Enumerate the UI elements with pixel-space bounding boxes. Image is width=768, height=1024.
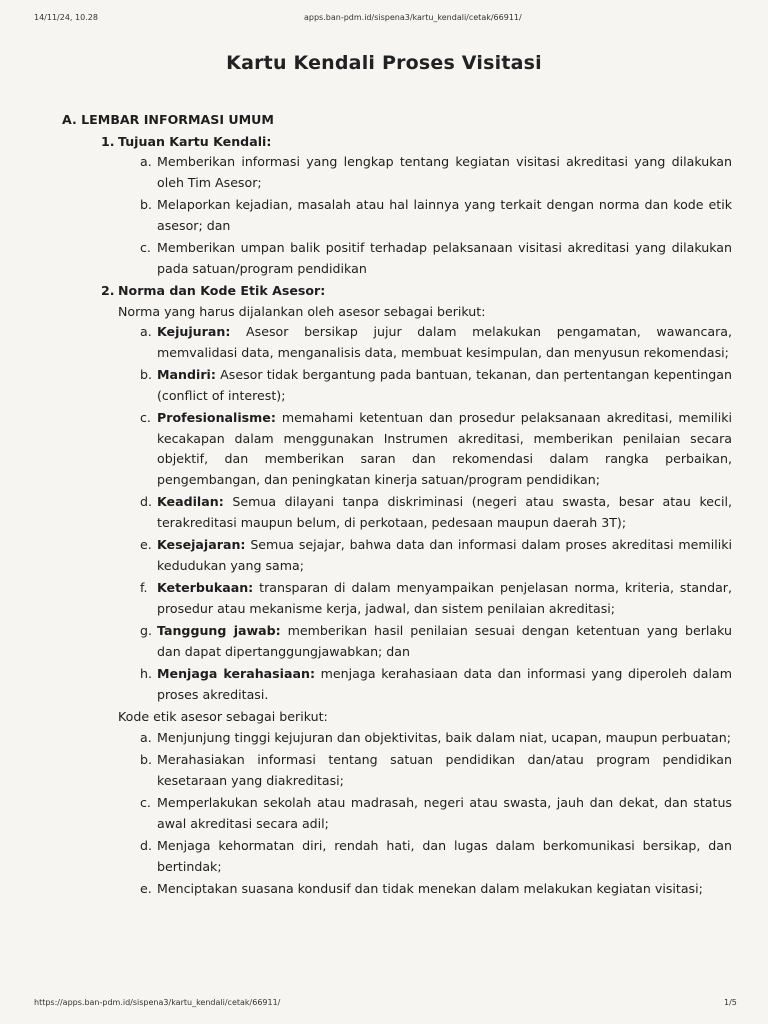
norma-item: [0, 408, 768, 490]
norma-intro: Norma yang harus dijalankan oleh asesor sebagai berikut:: [118, 303, 486, 319]
subsection-number: 1.: [101, 133, 115, 149]
item-text: Semua sejajar, bahwa data dan informasi dalam proses akreditasi memiliki kedudukan yang sama;: [157, 537, 732, 573]
norma-item: [0, 535, 768, 576]
item-text: Memberikan informasi yang lengkap tentang kegiatan visitasi akreditasi yang dilakukan oleh Tim Asesor;: [157, 154, 732, 190]
item-text: Menciptakan suasana kondusif dan tidak menekan dalam melakukan kegiatan visitasi;: [157, 881, 703, 896]
item-text: Asesor bersikap jujur dalam melakukan pengamatan, wawancara, memvalidasi data, menganalisis data, membuat kesimpulan, dan menyusun rekomendasi;: [157, 324, 732, 360]
norma-term: Keadilan:: [157, 494, 224, 509]
list-marker: h.: [140, 666, 152, 681]
kode-etik-list: [0, 728, 768, 900]
list-marker: g.: [140, 623, 152, 638]
kode-etik-item: [0, 793, 768, 834]
item-text: Melaporkan kejadian, masalah atau hal lainnya yang terkait dengan norma dan kode etik asesor; dan: [157, 197, 732, 233]
norma-item: [0, 365, 768, 406]
norma-term: Mandiri:: [157, 367, 216, 382]
kode-etik-item: [0, 836, 768, 877]
list-marker: a.: [140, 729, 152, 745]
section-a-title: LEMBAR INFORMASI UMUM: [81, 112, 274, 127]
norma-item: [0, 492, 768, 533]
item-text: Menjunjung tinggi kejujuran dan objektivitas, baik dalam niat, ucapan, maupun perbuatan;: [157, 729, 731, 745]
list-marker: b.: [140, 197, 152, 212]
norma-item: [0, 664, 768, 705]
norma-term: Keterbukaan:: [157, 580, 254, 595]
item-text: Semua dilayani tanpa diskriminasi (negeri atau swasta, besar atau kecil, terakreditasi maupun belum, di perkotaan, pedesaan maupun daerah 3T);: [157, 494, 732, 530]
norma-item: [0, 578, 768, 619]
tujuan-item: [0, 152, 768, 193]
subsection-heading: [0, 132, 768, 153]
tujuan-list: [0, 152, 768, 279]
subsection-heading: [0, 281, 768, 302]
kode-etik-item: [0, 879, 768, 900]
kode-etik-item: [0, 728, 768, 749]
section-a-heading: [62, 110, 768, 131]
kode-etik-intro: Kode etik asesor sebagai berikut:: [118, 709, 328, 724]
subsection-title: Norma dan Kode Etik Asesor:: [118, 283, 326, 298]
list-marker: a.: [140, 154, 152, 169]
norma-term: Kejujuran:: [157, 324, 231, 339]
print-footer-url: https://apps.ban-pdm.id/sispena3/kartu_kendali/cetak/66911/: [34, 998, 281, 1007]
item-text: Merahasiakan informasi tentang satuan pendidikan dan/atau program pendidikan kesetaraan yang diakreditasi;: [157, 752, 732, 788]
tujuan-item: [0, 238, 768, 279]
section-a-label: A.: [62, 112, 77, 127]
norma-list: [0, 322, 768, 705]
norma-item: [0, 322, 768, 363]
item-text: menjaga kerahasiaan data dan informasi yang diperoleh dalam proses akreditasi.: [157, 666, 732, 702]
norma-term: Profesionalisme:: [157, 410, 276, 425]
kode-etik-item: [0, 750, 768, 791]
list-marker: c.: [140, 410, 151, 425]
norma-item: [0, 621, 768, 662]
norma-term: Tanggung jawab:: [157, 623, 281, 638]
page-number: 1/5: [724, 998, 737, 1007]
norma-term: Kesejajaran:: [157, 537, 246, 552]
document-body: [0, 110, 768, 902]
print-datetime: 14/11/24, 10.28: [34, 13, 98, 22]
item-text: Asesor tidak bergantung pada bantuan, tekanan, dan pertentangan kepentingan (conflict of interest);: [157, 367, 732, 403]
list-marker: d.: [140, 838, 152, 853]
subsection-title: Tujuan Kartu Kendali:: [118, 133, 272, 149]
item-text: memahami ketentuan dan prosedur pelaksanaan akreditasi, memiliki kecakapan dalam menggunakan Instrumen akreditasi, memberikan penilaian secara objektif, dan memberikan saran dan rekomendasi dalam rangka perbaikan, pengembangan, dan peningkatan kinerja satuan/program pendidikan;: [157, 410, 732, 487]
list-marker: b.: [140, 367, 152, 382]
subsection-number: 2.: [101, 283, 115, 298]
page-title: Kartu Kendali Proses Visitasi: [226, 52, 542, 74]
norma-term: Menjaga kerahasiaan:: [157, 666, 315, 681]
subsection-norma-kode-etik: [0, 281, 768, 900]
subsection-tujuan: [0, 132, 768, 280]
item-text: memberikan hasil penilaian sesuai dengan ketentuan yang berlaku dan dapat dipertanggungjawabkan; dan: [157, 623, 732, 659]
print-header-url: apps.ban-pdm.id/sispena3/kartu_kendali/cetak/66911/: [304, 13, 522, 22]
list-marker: e.: [140, 537, 152, 552]
tujuan-item: [0, 195, 768, 236]
list-marker: d.: [140, 494, 152, 509]
list-marker: f.: [140, 580, 148, 595]
list-marker: c.: [140, 240, 151, 255]
item-text: Memperlakukan sekolah atau madrasah, negeri atau swasta, jauh dan dekat, dan status awal akreditasi secara adil;: [157, 795, 732, 831]
list-marker: a.: [140, 324, 152, 339]
item-text: Memberikan umpan balik positif terhadap pelaksanaan visitasi akreditasi yang dilakukan pada satuan/program pendidikan: [157, 240, 732, 276]
item-text: Menjaga kehormatan diri, rendah hati, dan lugas dalam berkomunikasi bersikap, dan bertindak;: [157, 838, 732, 874]
list-marker: c.: [140, 795, 151, 810]
item-text: transparan di dalam menyampaikan penjelasan norma, kriteria, standar, prosedur atau mekanisme kerja, jadwal, dan sistem penilaian akreditasi;: [157, 580, 732, 616]
list-marker: b.: [140, 752, 152, 767]
list-marker: e.: [140, 881, 152, 896]
